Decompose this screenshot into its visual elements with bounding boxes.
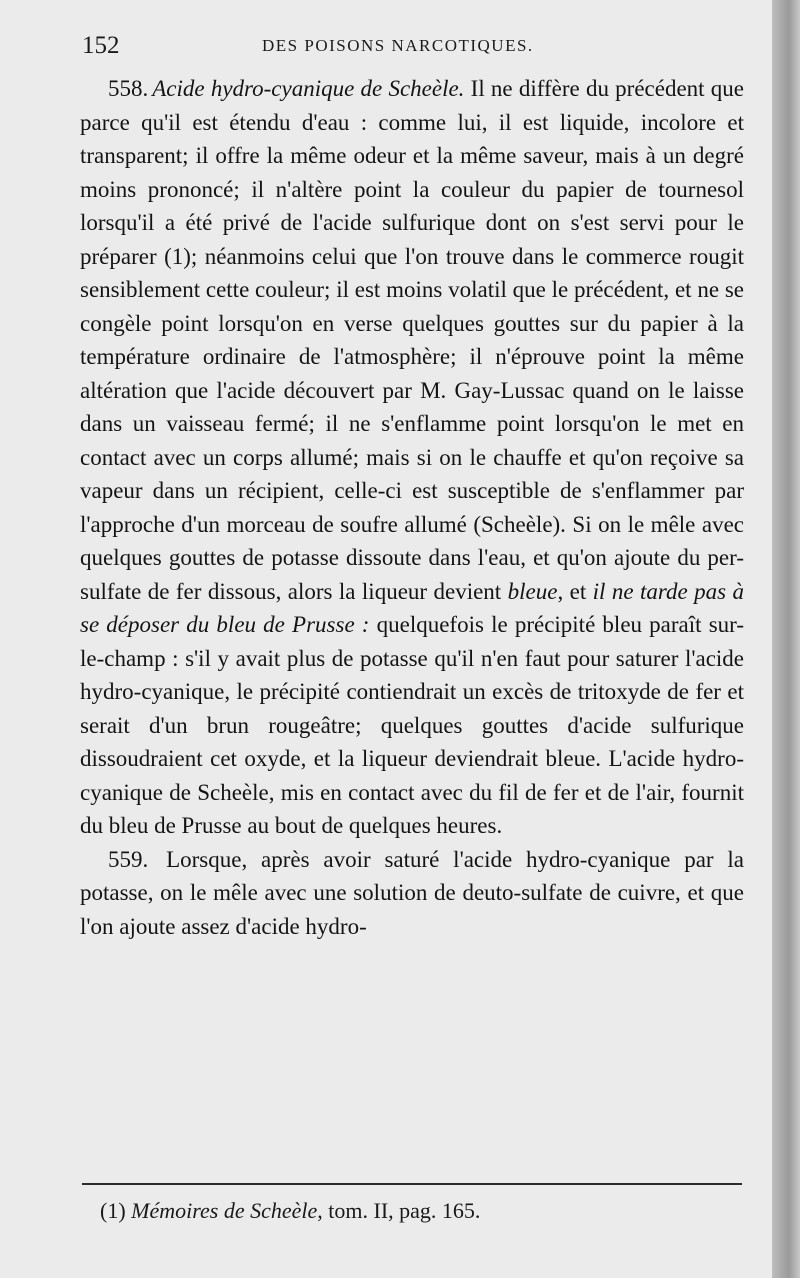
paragraph-559 (80, 843, 744, 944)
page-number: 152 (82, 32, 120, 59)
footnote-source: Mémoires de Scheèle (131, 1198, 318, 1223)
paragraph-number: 559. (108, 846, 149, 872)
paragraph-text: Lorsque, après avoir saturé l'acide hydro-cyanique par la potasse, on le mêle avec une solution de deuto-sulfate de cuivre, et que l'on ajoute assez d'acide hydro- (80, 846, 744, 939)
body-text (80, 72, 744, 943)
italic-phrase: il ne tarde pas à se déposer du bleu de Prusse : (80, 578, 745, 637)
footnote-rule (82, 1183, 742, 1185)
paragraph-558 (80, 72, 744, 843)
footnote-details: , tom. II, pag. 165. (317, 1198, 481, 1223)
paragraph-text: Il ne diffère du précédent que parce qu'il est étendu d'eau : comme lui, il est liquide, incolore et transparent; il offre la même odeur et la même saveur, mais à un degré moins prononcé; il n'altère point la couleur du papier de tournesol lorsqu'il a été privé de l'acide sulfurique dont on s'est servi pour le préparer (1); néanmoins celui que l'on trouve dans le commerce rougit sensiblement cette couleur; il est moins volatil que le précédent, et ne se congèle point lorsqu'on en verse quelques gouttes sur du papier à la température ordinaire de l'atmosphère; il n'éprouve point la même altération que l'acide découvert par M. Gay-Lussac quand on le laisse dans un vaisseau fermé; il ne s'enflamme point lorsqu'on le met en contact avec un corps allumé; mais si on le chauffe et qu'on reçoive sa vapeur dans un récipient, celle-ci est susceptible de s'enflammer par l'approche d'un morceau de soufre allumé (Scheèle). Si on le mêle avec quelques gouttes de potasse dissoute dans l'eau, et qu'on ajoute du per-sulfate de fer dissous, alors la liqueur devient (80, 76, 744, 604)
footnote (100, 1198, 740, 1224)
footnote-marker: (1) (100, 1198, 126, 1223)
italic-term: bleue (507, 578, 558, 604)
running-title: DES POISONS NARCOTIQUES. (262, 36, 534, 55)
paragraph-text: , et (557, 578, 593, 604)
paragraph-title: Acide hydro-cyanique de Scheèle. (152, 76, 465, 101)
paragraph-text: quelquefois le précipité bleu paraît sur-le-champ : s'il y avait plus de potasse qu'il n'en faut pour saturer l'acide hydro-cyanique, le précipité contiendrait un excès de tritoxyde de fer et serait d'un brun rougeâtre; quelques gouttes d'acide sulfurique dissoudraient cet oxyde, et la liqueur deviendrait bleue. L'acide hydro-cyanique de Scheèle, mis en contact avec du fil de fer et de l'air, fournit du bleu de Prusse au bout de quelques heures. (80, 612, 744, 838)
running-head (82, 32, 732, 62)
page-gutter (772, 0, 800, 1278)
paragraph-number: 558. (108, 76, 149, 101)
